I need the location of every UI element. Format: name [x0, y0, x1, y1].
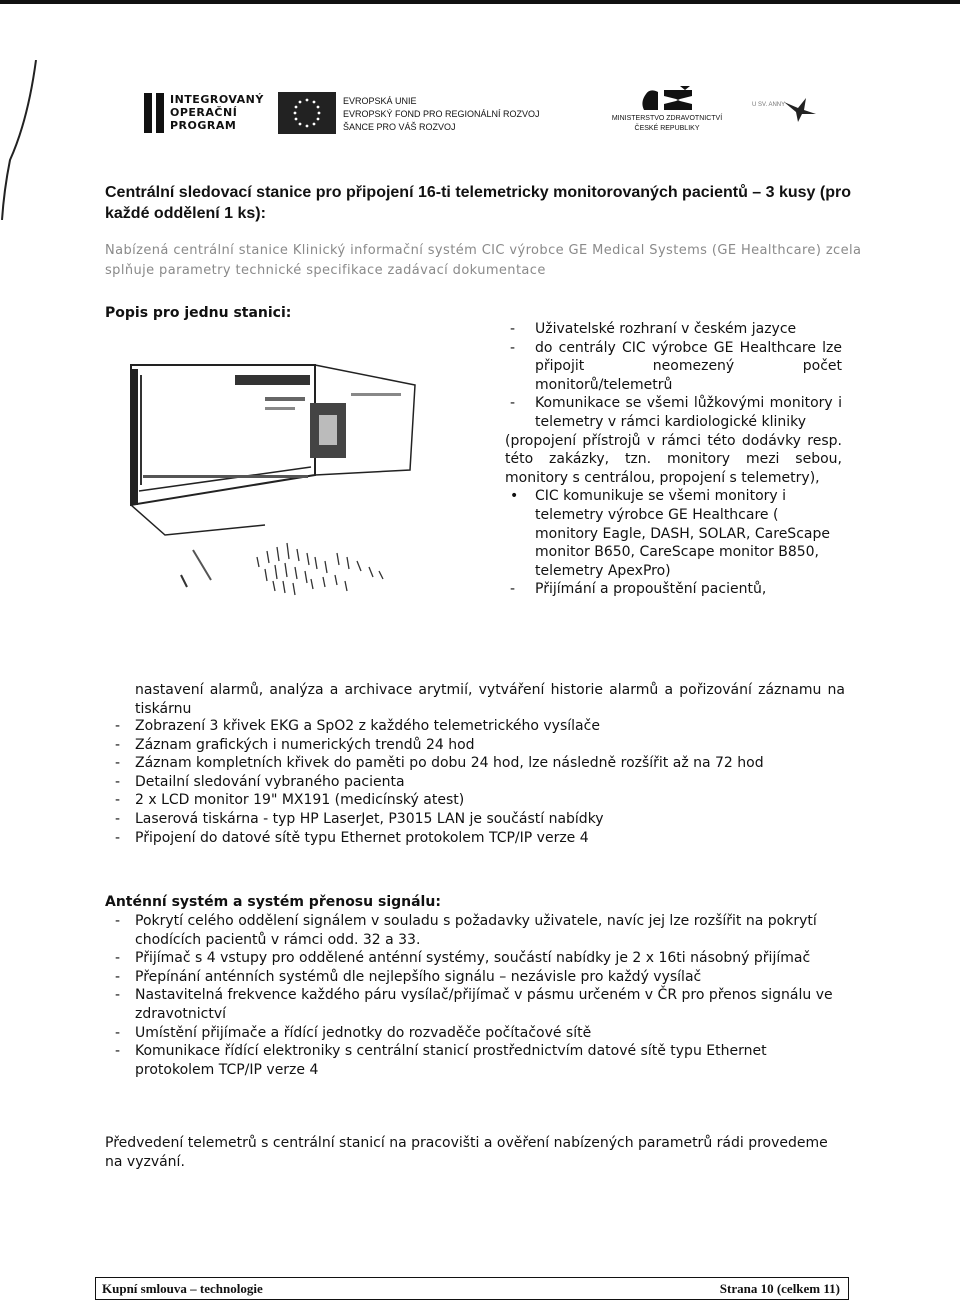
- list-marker: -: [115, 1024, 121, 1041]
- list-item: [105, 912, 845, 949]
- list-item-text: Přijímač s 4 vstupy pro oddělené anténní systémy, součástí nabídky je 2 x 16ti násobný přijímač: [135, 950, 811, 967]
- list-marker: -: [115, 718, 121, 734]
- offer-statement: Nabízená centrální stanice Klinický informační systém CIC výrobce GE Medical Systems (GE Healthcare) zcela splňuje parametry technické specifikace zadávací dokumentace: [105, 243, 862, 278]
- eu-line: EVROPSKÝ FOND PRO REGIONÁLNÍ ROZVOJ: [343, 109, 540, 119]
- list-item-text: Přepínání anténních systémů dle nejlepšího signálu – nezávisle pro každý vysílač: [135, 968, 702, 985]
- list-item-text: Záznam grafických i numerických trendů 24 hod: [135, 736, 475, 753]
- station-features-right: [505, 320, 842, 599]
- list-marker: -: [115, 968, 121, 985]
- iop-line: PROGRAM: [170, 119, 237, 132]
- station-features-list: [105, 717, 845, 847]
- admission-continuation: nastavení alarmů, analýza a archivace arytmií, vytváření historie alarmů a pořizování záznamu na tiskárnu: [135, 682, 845, 717]
- eu-line: EVROPSKÁ UNIE: [343, 96, 417, 106]
- list-item: [105, 986, 845, 1023]
- list-item-text: Detailní sledování vybraného pacienta: [135, 773, 405, 790]
- ministry-logo-icon: [636, 86, 702, 112]
- list-item-text: CIC komunikuje se všemi monitory i telemetry výrobce GE Healthcare ( monitory Eagle, DASH, SOLAR, CareScape monitor B650, CareScape monitor B850, telemetry ApexPro): [535, 488, 830, 579]
- iop-logo-bar: [144, 93, 152, 133]
- list-marker: -: [115, 755, 121, 772]
- list-item: [505, 339, 842, 395]
- antenna-heading: Anténní systém a systém přenosu signálu:: [105, 894, 441, 910]
- usv-logo-text: U SV. ANNY: [752, 102, 786, 108]
- list-item: [105, 810, 845, 829]
- list-item: [505, 320, 842, 339]
- list-item-text: Umístění přijímače a řídící jednotky do rozvaděče počítačové sítě: [135, 1024, 592, 1041]
- list-marker: -: [115, 792, 121, 809]
- central-station-monitor-image: [125, 345, 425, 645]
- list-marker: -: [510, 581, 516, 598]
- list-marker: -: [115, 736, 121, 753]
- list-item: [505, 394, 842, 431]
- mz-line: MINISTERSTVO ZDRAVOTNICTVÍ: [611, 115, 723, 122]
- list-item: [505, 580, 842, 599]
- list-item-text: Laserová tiskárna - typ HP LaserJet, P3015 LAN je součástí nabídky: [135, 810, 604, 827]
- mz-line: ČESKÉ REPUBLIKY: [634, 125, 700, 132]
- description-heading: Popis pro jednu stanici:: [105, 305, 292, 321]
- list-item: [105, 754, 845, 773]
- list-marker: -: [115, 913, 121, 929]
- footer-document-title: Kupní smlouva – technologie: [102, 1281, 263, 1296]
- iop-logo-text: [170, 93, 264, 132]
- list-marker: -: [115, 829, 121, 846]
- scan-edge-mark: [0, 60, 40, 220]
- list-marker: -: [510, 339, 516, 356]
- iop-logo-bar: [156, 93, 164, 133]
- list-item: [105, 1042, 845, 1079]
- list-marker: -: [510, 321, 516, 337]
- list-item-text: do centrály CIC výrobce GE Healthcare lze připojit neomezený počet monitorů/telemetrů: [535, 339, 842, 393]
- list-item-text: Připojení do datové sítě typu Ethernet protokolem TCP/IP verze 4: [135, 829, 589, 846]
- iop-line: INTEGROVANÝ: [170, 93, 264, 106]
- list-marker: -: [115, 950, 121, 967]
- list-item-text: Komunikace se všemi lůžkovými monitory i telemetry v rámci kardiologické kliniky: [535, 395, 842, 430]
- list-item: [105, 791, 845, 810]
- ministry-logo-text: [597, 114, 737, 134]
- list-marker: -: [115, 773, 121, 790]
- list-marker: -: [510, 395, 516, 412]
- list-item-text: Komunikace řídící elektroniky s centrální stanicí prostřednictvím datové sítě typu Ethernet protokolem TCP/IP verze 4: [135, 1043, 767, 1078]
- list-item-text: Přijímání a propouštění pacientů,: [535, 581, 767, 598]
- list-marker: -: [115, 987, 121, 1004]
- list-item-text: Uživatelské rozhraní v českém jazyce: [535, 321, 797, 337]
- list-item-text: Záznam kompletních křivek do paměti po dobu 24 hod, lze následně rozšířit až na 72 hod: [135, 755, 764, 772]
- list-item-text: 2 x LCD monitor 19" MX191 (medicínský atest): [135, 792, 465, 809]
- section-title: Centrální sledovací stanice pro připojení 16-ti telemetricky monitorovaných pacientů – 3 kusy (pro každé oddělení 1 ks):: [105, 184, 851, 222]
- list-item: [505, 487, 842, 580]
- list-marker: -: [115, 810, 121, 827]
- eu-flag-icon: [278, 92, 336, 134]
- closing-paragraph: Předvedení telemetrů s centrální stanicí na pracovišti a ověření nabízených parametrů rádi provedeme na vyzvání.: [105, 1135, 828, 1170]
- page-footer: [95, 1277, 849, 1300]
- top-rule: [0, 0, 960, 4]
- list-item: [105, 829, 845, 848]
- list-item: [105, 717, 845, 736]
- list-marker: -: [115, 1043, 121, 1060]
- interconnection-note: (propojení přístrojů v rámci této dodávky resp. této zakázky, tzn. monitory mezi sebou, monitory s centrálou, propojení s telemetry),: [505, 432, 842, 486]
- list-item: [105, 949, 845, 968]
- bird-logo-icon: [780, 96, 820, 124]
- eu-line: ŠANCE PRO VÁŠ ROZVOJ: [343, 122, 456, 132]
- list-item-text: Pokrytí celého oddělení signálem v souladu s požadavky uživatele, navíc jej lze rozšířit na pokrytí chodících pacientů v rámci odd. 32 a 33.: [135, 913, 817, 948]
- list-item: [105, 773, 845, 792]
- list-item-text: Zobrazení 3 křivek EKG a SpO2 z každého telemetrického vysílače: [135, 718, 600, 734]
- list-item: [105, 1024, 845, 1043]
- eu-logo-text: [343, 95, 540, 134]
- list-item: [105, 968, 845, 987]
- list-item-text: Nastavitelná frekvence každého páru vysílač/přijímač v pásmu určeném v ČR pro přenos signálu ve zdravotnictví: [135, 987, 833, 1022]
- iop-line: OPERAČNÍ: [170, 106, 238, 119]
- footer-page-number: Strana 10 (celkem 11): [719, 1281, 840, 1296]
- antenna-features-list: [105, 912, 845, 1079]
- list-item: [105, 736, 845, 755]
- bullet-marker: •: [510, 488, 519, 505]
